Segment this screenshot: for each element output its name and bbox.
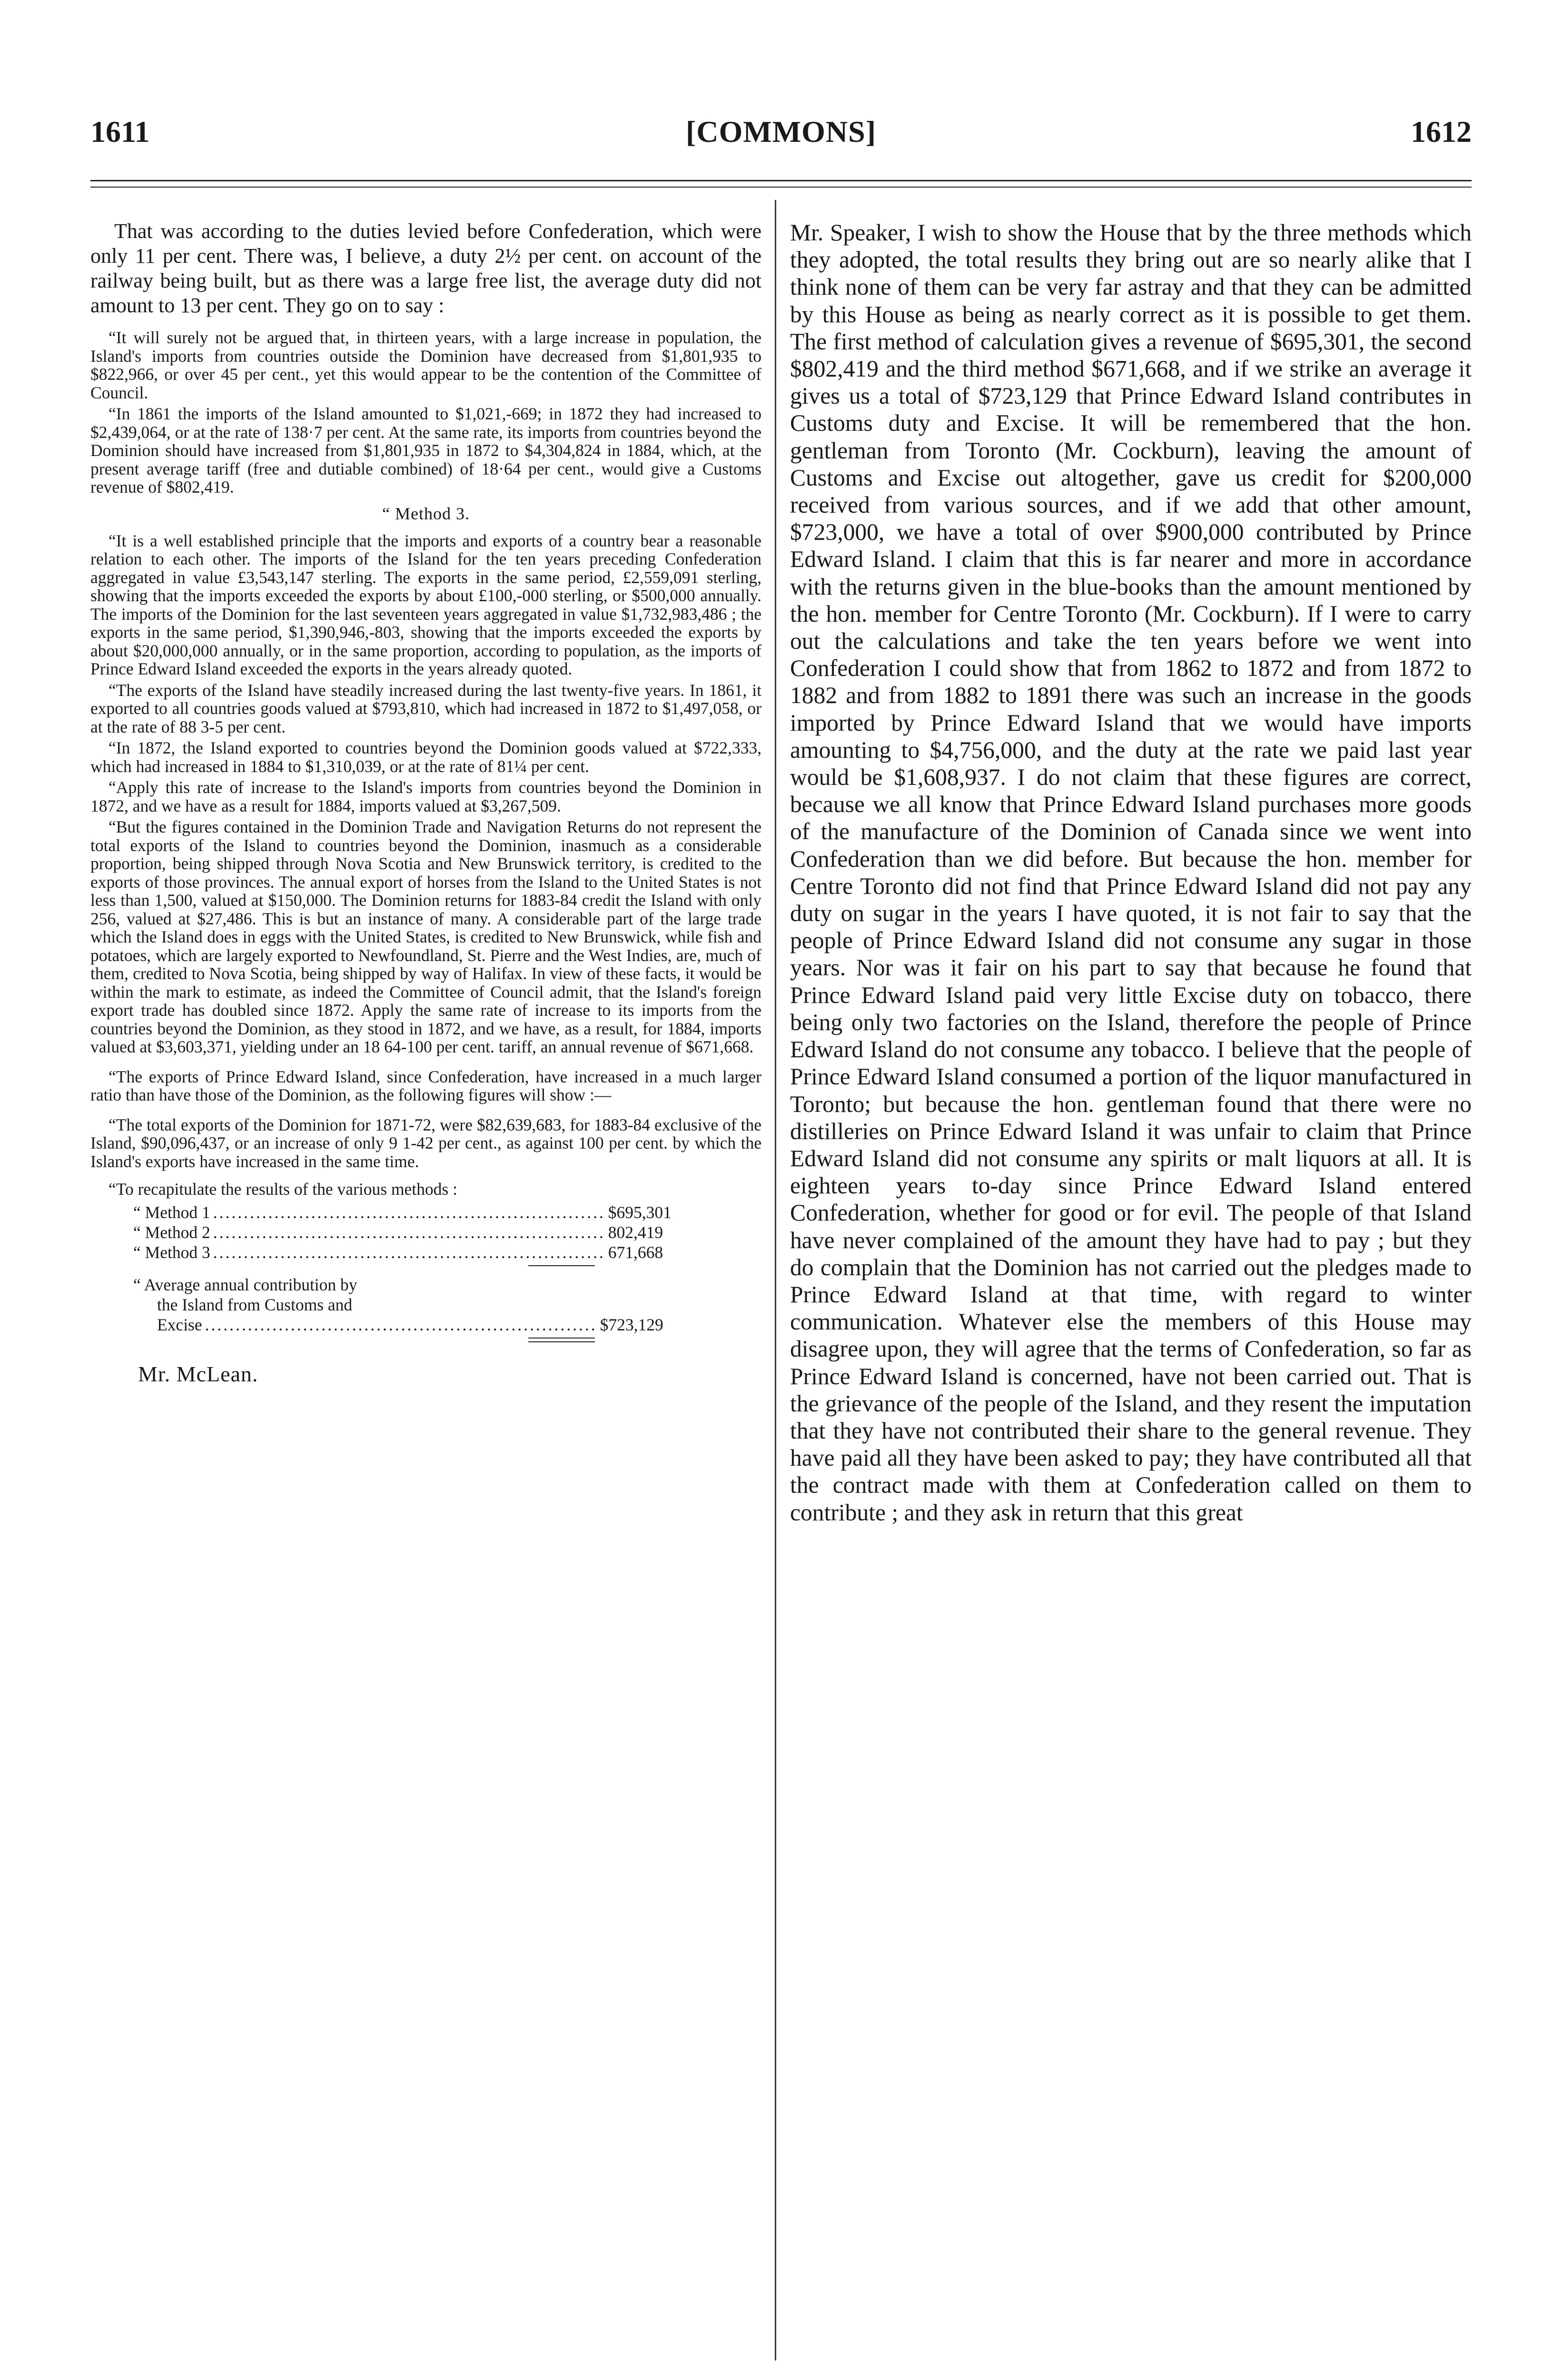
average-label: Excise bbox=[157, 1315, 202, 1334]
average-block bbox=[133, 1275, 663, 1335]
quote-paragraph: “It will surely not be argued that, in thirteen years, with a large increase in population, the Island's imports from countries outside the Dominion have decreased from $1,801,935 to $822,966, or over 45 per cent., yet this would appear to be the contention of the Committee of Council. bbox=[90, 328, 761, 402]
quote-paragraph: “But the figures contained in the Dominion Trade and Navigation Returns do not represent the total exports of the Island to countries beyond the Dominion, inasmuch as a considerable proportion, being shipped through Nova Scotia and New Brunswick territory, is credited to the exports of those provinces. The annual export of horses from the Island to the United States is not less than 1,500, valued at $150,000. The Dominion returns for 1883-84 credit the Island with only 256, valued at $27,486. This is but an instance of many. A considerable part of the large trade which the Island does in eggs with the United States, is credited to New Brunswick, while fish and potatoes, which are largely exported to Newfoundland, St. Pierre and the West Indies, are, much of them, credited to Nova Scotia, being shipped by way of Halifax. In view of these facts, it would be within the mark to estimate, as indeed the Committee of Council admit, that the Island's foreign export trade has doubled since 1872. Apply the same rate of increase to its imports from the countries beyond the Dominion, as they stood in 1872, and we have, as a result, for 1884, imports valued at $3,603,371, yielding under an 18 64-100 per cent. tariff, an annual revenue of $671,668. bbox=[90, 817, 761, 1056]
right-column bbox=[790, 219, 1472, 1526]
quote-paragraph: “It is a well established principle that the imports and exports of a country bear a reasonable relation to each other. The imports of the Island for the ten years preceding Confederation aggregated in value £3,543,147 sterling. The exports in the same period, £2,559,091 sterling, showing that the imports exceeded the exports by about £100,-000 sterling, or $500,000 annually. The imports of the Dominion for the last seventeen years aggregated in value $1,732,983,486 ; the exports in the same period, $1,390,946,-803, showing that the imports exceeded the exports by about $20,000,000 annually, or in the same proportion, according to population, as the imports of Prince Edward Island exceeded the exports in the years already quoted. bbox=[90, 531, 761, 678]
summary-label: “ Method 3 bbox=[133, 1242, 210, 1262]
quote-paragraph: “The total exports of the Dominion for 1871-72, were $82,639,683, for 1883-84 exclusive of the Island, $90,096,437, or an increase of only 9 1-42 per cent., as against 100 per cent. by which the Island's exports have increased in the same time. bbox=[90, 1115, 761, 1171]
speaker-name: Mr. McLean. bbox=[138, 1361, 258, 1386]
page-header bbox=[90, 114, 1472, 171]
summary-label: “ Method 2 bbox=[133, 1222, 210, 1242]
speech-paragraph: Mr. Speaker, I wish to show the House that by the three methods which they adopted, the total results they bring out are so nearly alike that I think none of them can be very far astray and that they can be admitted by this House as being as nearly correct as it is possible to get them. The first method of calculation gives a revenue of $695,301, the second $802,419 and the third method $671,668, and if we strike an average it gives us a total of $723,129 that Prince Edward Island contributes in Customs duty and Excise. It will be remembered that the hon. gentleman from Toronto (Mr. Cockburn), leaving the amount of Customs and Excise out altogether, gave us credit for $200,000 received from various sources, and if we add that other amount, $723,000, we have a total of over $900,000 contributed by Prince Edward Island. I claim that this is far nearer and more in accordance with the returns given in the blue-books than the amount mentioned by the hon. member for Centre Toronto (Mr. Cockburn). If I were to carry out the calculations and take the ten years before we went into Confederation I could show that from 1862 to 1872 and from 1872 to 1882 and from 1882 to 1891 there was such an increase in the goods imported by Prince Edward Island that we would have imports amounting to $4,756,000, and the duty at the rate we paid last year would be $1,608,937. I do not claim that these figures are correct, because we all know that Prince Edward Island purchases more goods of the manufacture of the Dominion of Canada since we went into Confederation than we did before. But because the hon. member for Centre Toronto did not find that Prince Edward Island did not pay any duty on sugar in the years I have quoted, it is not fair to say that the people of Prince Edward Island did not consume any sugar in those years. Nor was it fair on his part to say that because he found that Prince Edward Island paid very little Excise duty on tobacco, there being only two factories on the Island, therefore the people of Prince Edward Island do not consume any tobacco. I believe that the people of Prince Edward Island consumed a portion of the liquor manufactured in Toronto; but because the hon. gentleman found that there were no distilleries on Prince Edward Island it was unfair to claim that Prince Edward Island did not consume any spirits or malt liquors at all. It is eighteen years to-day since Prince Edward Island entered Confederation, whether for good or for evil. The people of that Island have never complained of the amount they have had to pay ; but they do complain that the Dominion has not carried out the pledges made to Prince Edward Island at that time, with regard to winter communication. Whatever else the members of this House may disagree upon, they will agree that the terms of Confederation, so far as Prince Edward Island is concerned, have not been carried out. That is the grievance of the people of the Island, and they resent the imputation that they have not contributed their share to the general revenue. They have paid all they have been asked to pay; they have contributed all that the contract made with them at Confederation called on them to contribute ; and they ask in return that this great bbox=[790, 219, 1472, 1526]
average-value: $723,129 bbox=[600, 1315, 663, 1334]
summary-row bbox=[133, 1222, 663, 1242]
leader-dots: ................................................................ bbox=[213, 1242, 605, 1262]
summary-label: “ Method 1 bbox=[133, 1202, 210, 1222]
summary-row bbox=[133, 1202, 672, 1222]
leader-dots: ................................................................ bbox=[213, 1202, 605, 1222]
page-number-right: 1612 bbox=[1411, 115, 1472, 149]
page-number-left: 1611 bbox=[90, 115, 150, 149]
results-summary bbox=[90, 1202, 761, 1342]
column-divider bbox=[775, 200, 776, 2360]
summary-double-rule bbox=[528, 1338, 595, 1342]
running-title: [COMMONS] bbox=[685, 115, 877, 149]
summary-value: $695,301 bbox=[608, 1202, 672, 1222]
left-column bbox=[90, 219, 761, 1387]
summary-row bbox=[133, 1242, 663, 1262]
quote-paragraph: “The exports of the Island have steadily increased during the last twenty-five years. In 1861, it exported to all countries goods valued at $793,810, which had increased in 1872 to $1,497,058, or at the rate of 88 3-5 per cent. bbox=[90, 680, 761, 736]
quote-paragraph: “In 1861 the imports of the Island amounted to $1,021,-669; in 1872 they had increased to $2,439,064, or at the rate of 138·7 per cent. At the same rate, its imports from countries beyond the Dominion should have increased from $1,801,935 in 1872 to $4,304,824 in 1884, which, at the present average tariff (free and dutiable combined) of 18·64 per cent., would give a Customs revenue of $802,419. bbox=[90, 404, 761, 496]
quote-paragraph: “In 1872, the Island exported to countries beyond the Dominion goods valued at $722,333, which had increased in 1884 to $1,310,039, or at the rate of 81¼ per cent. bbox=[90, 738, 761, 776]
average-line: “ Average annual contribution by bbox=[133, 1275, 357, 1294]
average-row bbox=[133, 1315, 663, 1335]
intro-paragraph: That was according to the duties levied before Confederation, which were only 11 per cent. There was, I believe, a duty 2½ per cent. on account of the railway being built, but as there was a large free list, the average duty did not amount to 13 per cent. They go on to say : bbox=[90, 219, 761, 317]
quote-paragraph: “To recapitulate the results of the various methods : bbox=[109, 1180, 457, 1199]
leader-dots: ................................................................ bbox=[205, 1315, 597, 1334]
leader-dots: ................................................................ bbox=[213, 1222, 605, 1242]
quote-paragraph: “Apply this rate of increase to the Island's imports from countries beyond the Dominion in 1872, and we have as a result for 1884, imports valued at $3,267,509. bbox=[90, 778, 761, 815]
average-line: the Island from Customs and bbox=[157, 1295, 353, 1314]
method-heading: “ Method 3. bbox=[382, 504, 470, 523]
summary-rule bbox=[528, 1265, 595, 1266]
header-rule bbox=[90, 180, 1472, 181]
summary-value: 671,668 bbox=[608, 1242, 663, 1262]
header-rule-second bbox=[90, 187, 1472, 188]
quote-paragraph: “The exports of Prince Edward Island, since Confederation, have increased in a much larger ratio than have those of the Dominion, as the following figures will show :— bbox=[90, 1067, 761, 1104]
summary-value: 802,419 bbox=[608, 1222, 663, 1242]
